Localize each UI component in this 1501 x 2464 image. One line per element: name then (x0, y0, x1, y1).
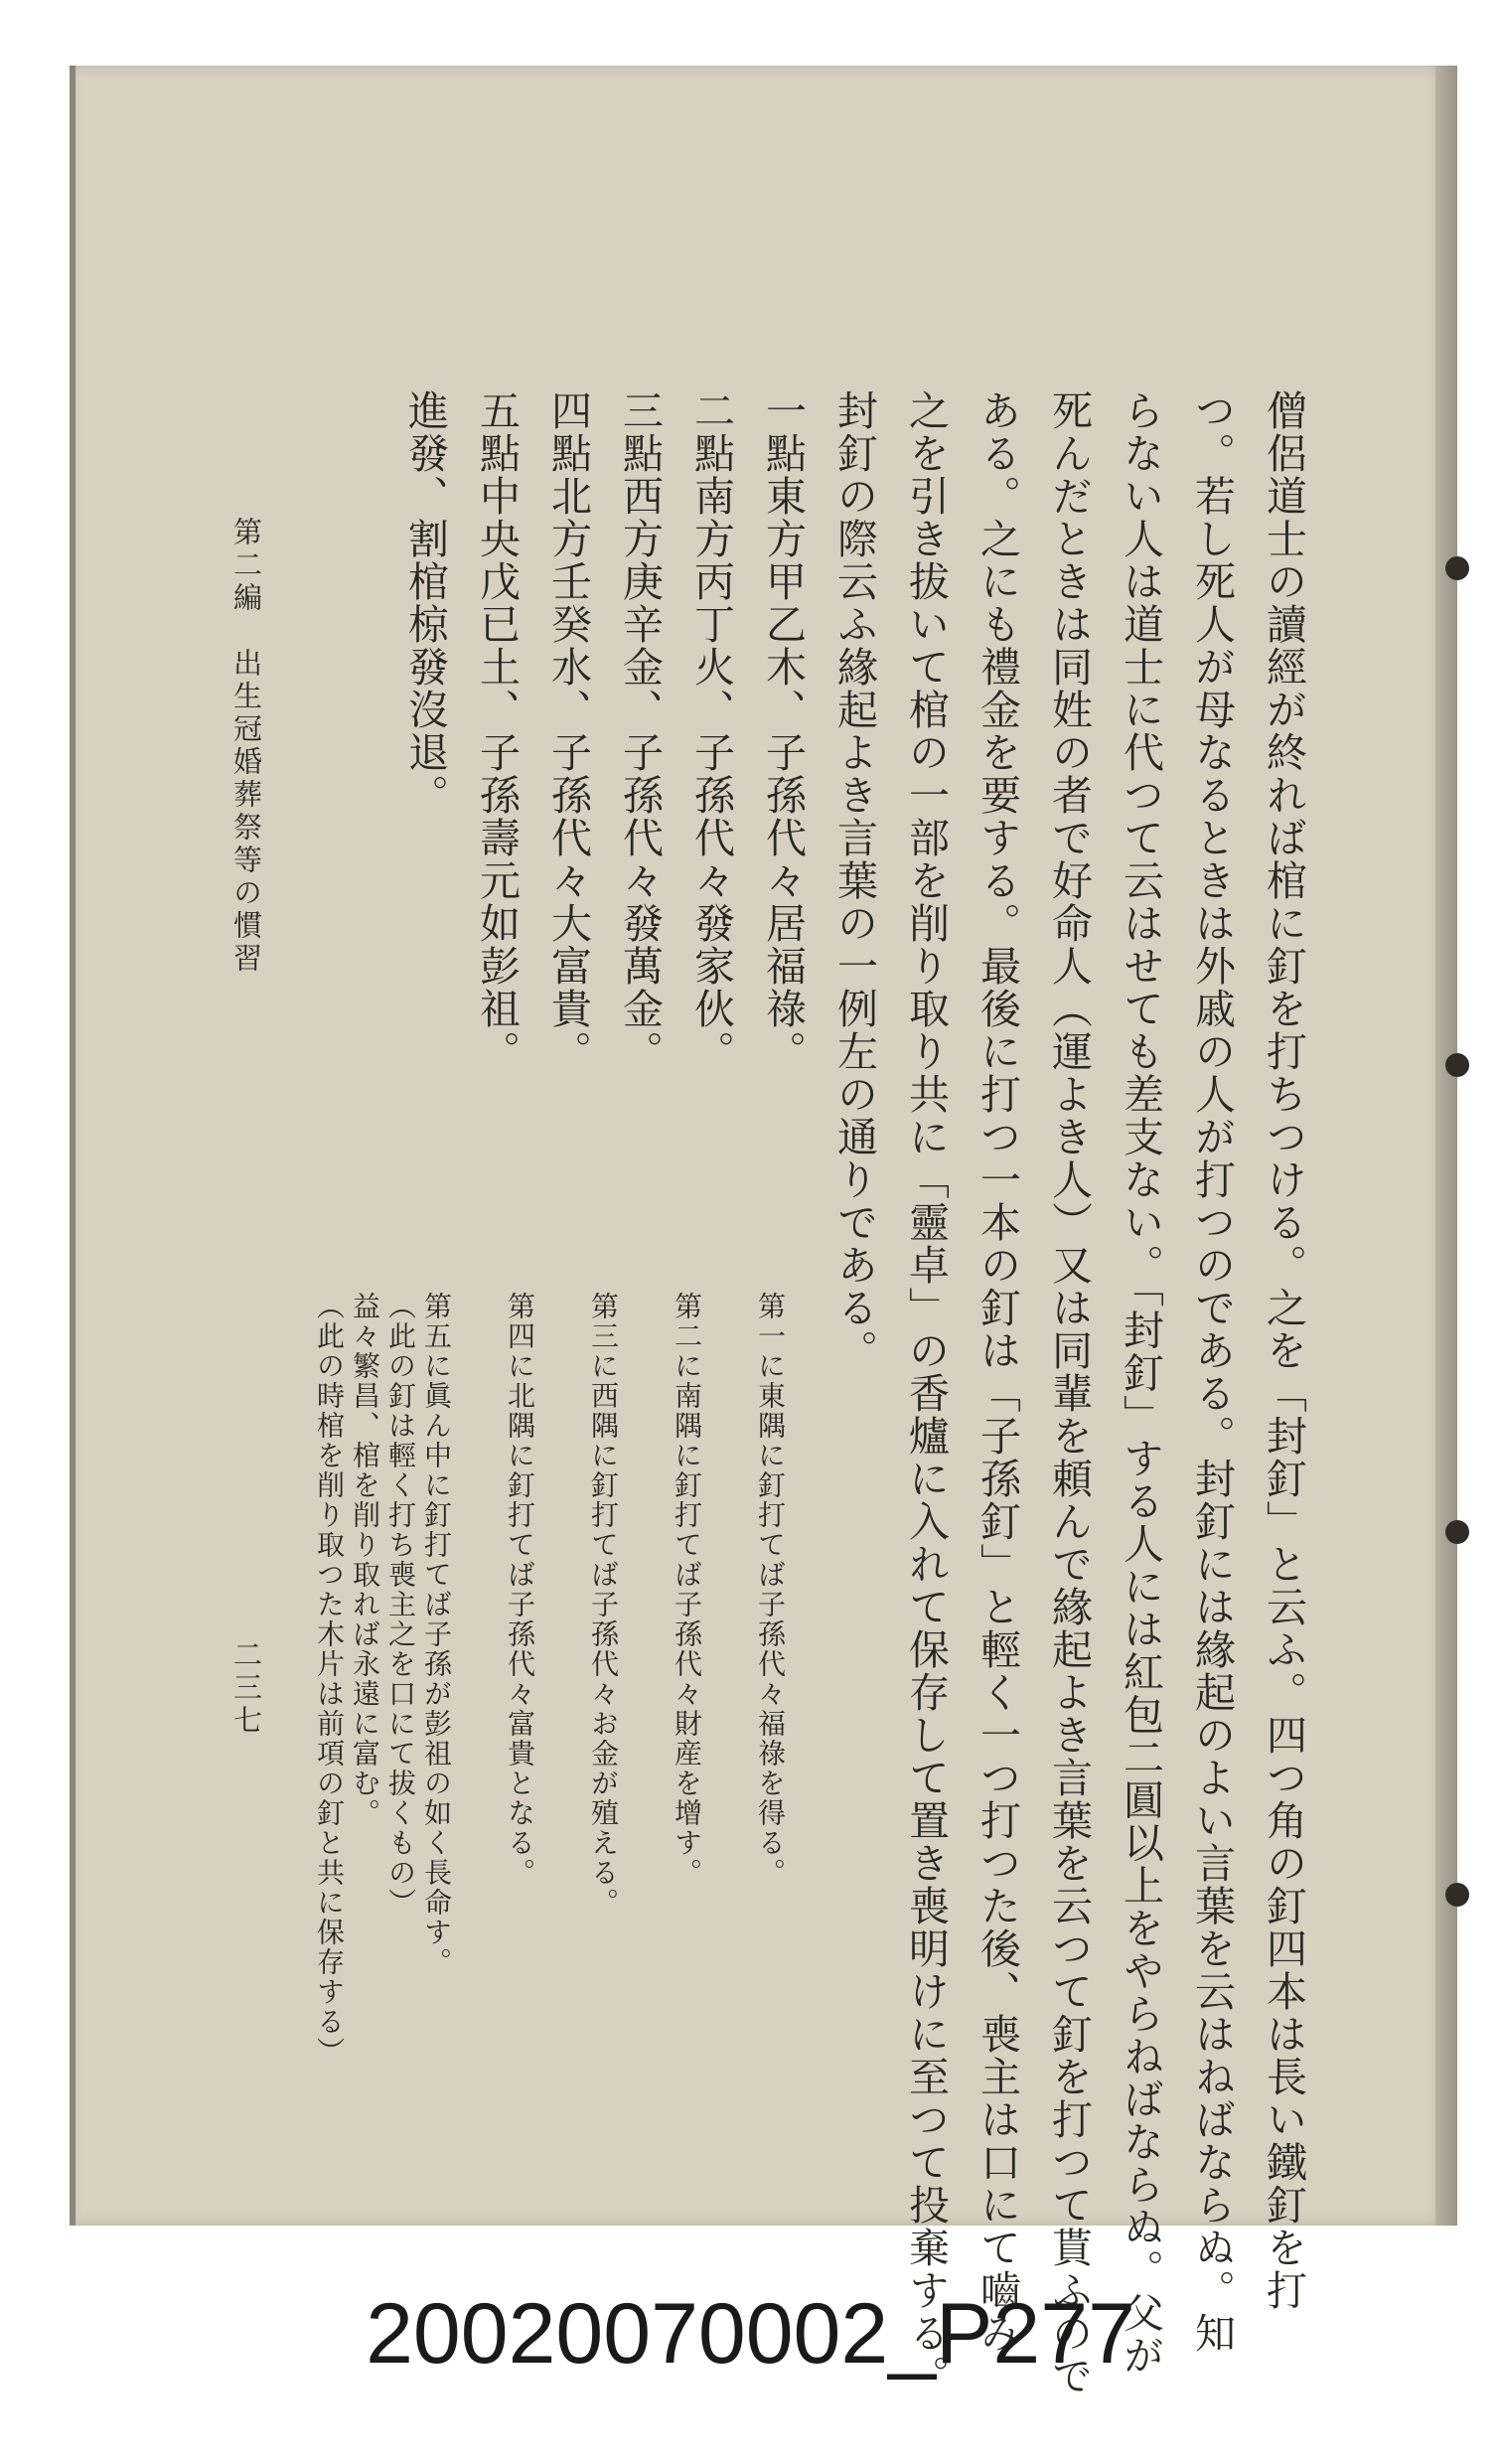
body-line: つ。若し死人が母なるときは外戚の人が打つのである。封釘には緣起のよい言葉を云はねばならぬ。知 (1188, 389, 1236, 2355)
body-line: 僧侶道士の讀經が終れば棺に釘を打ちつける。之を「封釘」と云ふ。四つ角の釘四本は長い鐵釘を打 (1260, 389, 1307, 2312)
running-header: 第二編 出生冠婚葬祭等の慣習 (229, 517, 263, 976)
note-line: 第二に南隅に釘打てば子孫代々財産を增す。 (671, 1292, 703, 1888)
list-line: 四點北方壬癸水、子孫代々大富貴。 (544, 389, 592, 1073)
body-line: 之を引き拔いて棺の一部を削り取り共に「靈卓」の香爐に入れて保存して置き喪明けに至つて投棄する。 (902, 389, 950, 2397)
list-line: 二點南方丙丁火、子孫代々發家伙。 (687, 389, 735, 1073)
binding-hole-icon (1445, 1053, 1469, 1077)
binding-hole-icon (1445, 1520, 1469, 1544)
note-line: （此の釘は輕く打ち喪主之を口にて拔くもの） (384, 1292, 417, 1918)
image-caption: 20020070002_P277 (366, 2286, 1135, 2382)
body-line: らない人は道士に代つて云はせても差支ない。「封釘」する人には紅包二圓以上をやらねばならぬ。父が (1117, 389, 1164, 2378)
list-line: 一點東方甲乙木、子孫代々居福祿。 (759, 389, 807, 1073)
body-line: 死んだときは同姓の者で好命人（運よき人）又は同輩を頼んで緣起よき言葉を云つて釘を打つて貰ふので (1045, 389, 1093, 2397)
note-line: （此の時棺を削り取つた木片は前項の釘と共に保存する） (313, 1292, 346, 2067)
body-line: 封釘の際云ふ緣起よき言葉の一例左の通りである。 (830, 389, 878, 1372)
note-line: 第一に東隅に釘打てば子孫代々福祿を得る。 (754, 1292, 787, 1888)
note-line: 第五に眞ん中に釘打てば子孫が彭祖の如く長命す。 (420, 1292, 453, 1977)
page-number: 二三七 (229, 1639, 263, 1738)
list-line: 三點西方庚辛金、子孫代々發萬金。 (616, 389, 664, 1073)
note-line: 第四に北隅に釘打てば子孫代々富貴となる。 (504, 1292, 536, 1888)
page-edge (70, 66, 75, 2226)
note-line: 第三に西隅に釘打てば子孫代々お金が殖える。 (587, 1292, 620, 1918)
list-line: 五點中央戊已土、子孫壽元如彭祖。 (473, 389, 521, 1073)
binding-hole-icon (1445, 1883, 1469, 1907)
body-line: ある。之にも禮金を要する。最後に打つ一本の釘は「子孫釘」と輕く一つ打つた後、喪主は口にて嚙み (974, 389, 1021, 2355)
note-line: 益々繁昌、棺を削り取れば永遠に富む。 (349, 1292, 381, 1828)
list-line: 進發、割棺椋發沒退。 (401, 389, 449, 817)
binding-hole-icon (1445, 556, 1469, 580)
